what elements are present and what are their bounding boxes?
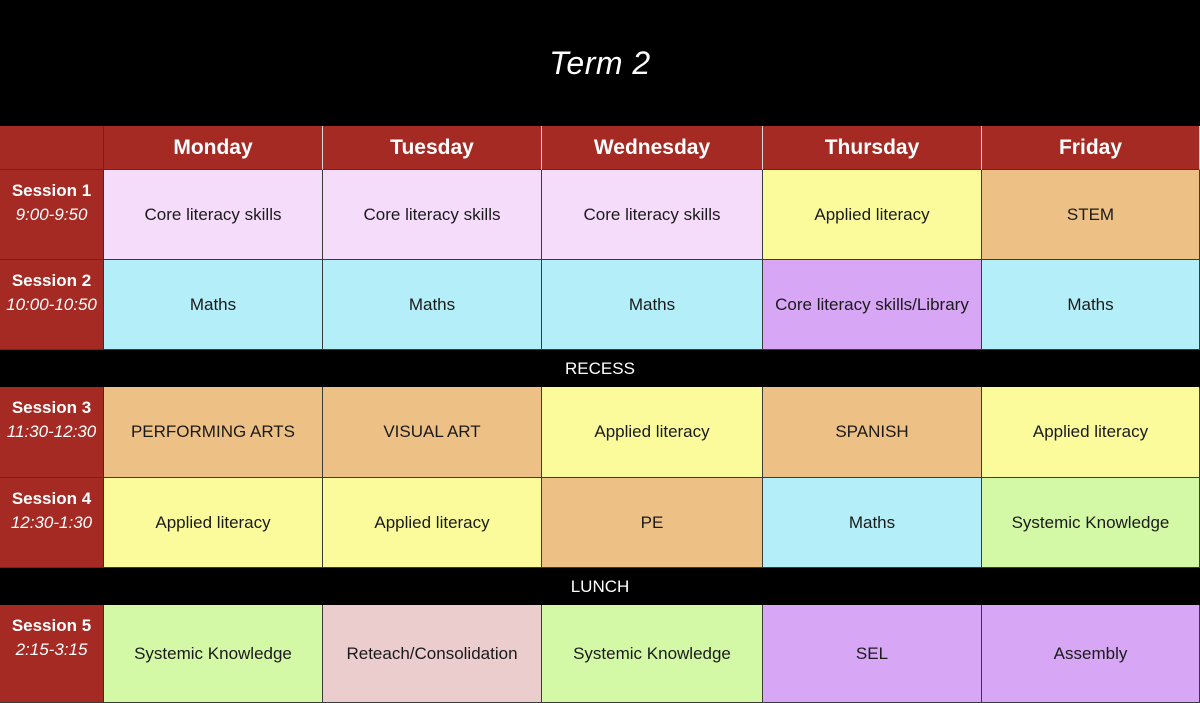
session-label-5 (0, 605, 104, 703)
session-time: 10:00-10:50 (6, 295, 97, 314)
lesson-cell: Core literacy skills (542, 170, 763, 260)
session-name: Session 2 (11, 271, 92, 290)
recess-row: RECESS (0, 350, 1200, 387)
lesson-cell: Core literacy skills/Library (763, 260, 982, 350)
session-label-4 (0, 478, 104, 568)
page-title: Term 2 (549, 44, 651, 81)
lesson-cell: Maths (763, 478, 982, 568)
lesson-cell: Assembly (982, 605, 1200, 703)
timetable-grid (0, 126, 1200, 703)
lesson-cell: Applied literacy (323, 478, 542, 568)
session-time: 9:00-9:50 (15, 205, 88, 224)
lesson-cell: Maths (104, 260, 323, 350)
session-name: Session 4 (11, 489, 92, 508)
lunch-row: LUNCH (0, 568, 1200, 605)
lesson-cell: Applied literacy (982, 387, 1200, 478)
corner-cell (0, 126, 104, 170)
lesson-cell: Applied literacy (104, 478, 323, 568)
title-bar (0, 0, 1200, 126)
session-label-2 (0, 260, 104, 350)
lesson-cell: Core literacy skills (323, 170, 542, 260)
lesson-cell: Maths (982, 260, 1200, 350)
lesson-cell: Reteach/Consolidation (323, 605, 542, 703)
lesson-cell: STEM (982, 170, 1200, 260)
lesson-cell: Applied literacy (542, 387, 763, 478)
lesson-cell: PE (542, 478, 763, 568)
session-time: 12:30-1:30 (10, 513, 93, 532)
session-name: Session 1 (11, 181, 92, 200)
lesson-cell: VISUAL ART (323, 387, 542, 478)
lesson-cell: Maths (323, 260, 542, 350)
session-name: Session 5 (11, 616, 92, 635)
lesson-cell: SEL (763, 605, 982, 703)
day-header-wednesday: Wednesday (542, 126, 763, 170)
day-header-thursday: Thursday (763, 126, 982, 170)
day-header-friday: Friday (982, 126, 1200, 170)
lesson-cell: SPANISH (763, 387, 982, 478)
session-time: 2:15-3:15 (15, 640, 88, 659)
session-label-1 (0, 170, 104, 260)
lesson-cell: Systemic Knowledge (982, 478, 1200, 568)
day-header-monday: Monday (104, 126, 323, 170)
lesson-cell: Applied literacy (763, 170, 982, 260)
session-name: Session 3 (11, 398, 92, 417)
lesson-cell: Maths (542, 260, 763, 350)
lesson-cell: Core literacy skills (104, 170, 323, 260)
lesson-cell: Systemic Knowledge (104, 605, 323, 703)
session-label-3 (0, 387, 104, 478)
lesson-cell: PERFORMING ARTS (104, 387, 323, 478)
session-time: 11:30-12:30 (6, 422, 97, 441)
lesson-cell: Systemic Knowledge (542, 605, 763, 703)
day-header-tuesday: Tuesday (323, 126, 542, 170)
